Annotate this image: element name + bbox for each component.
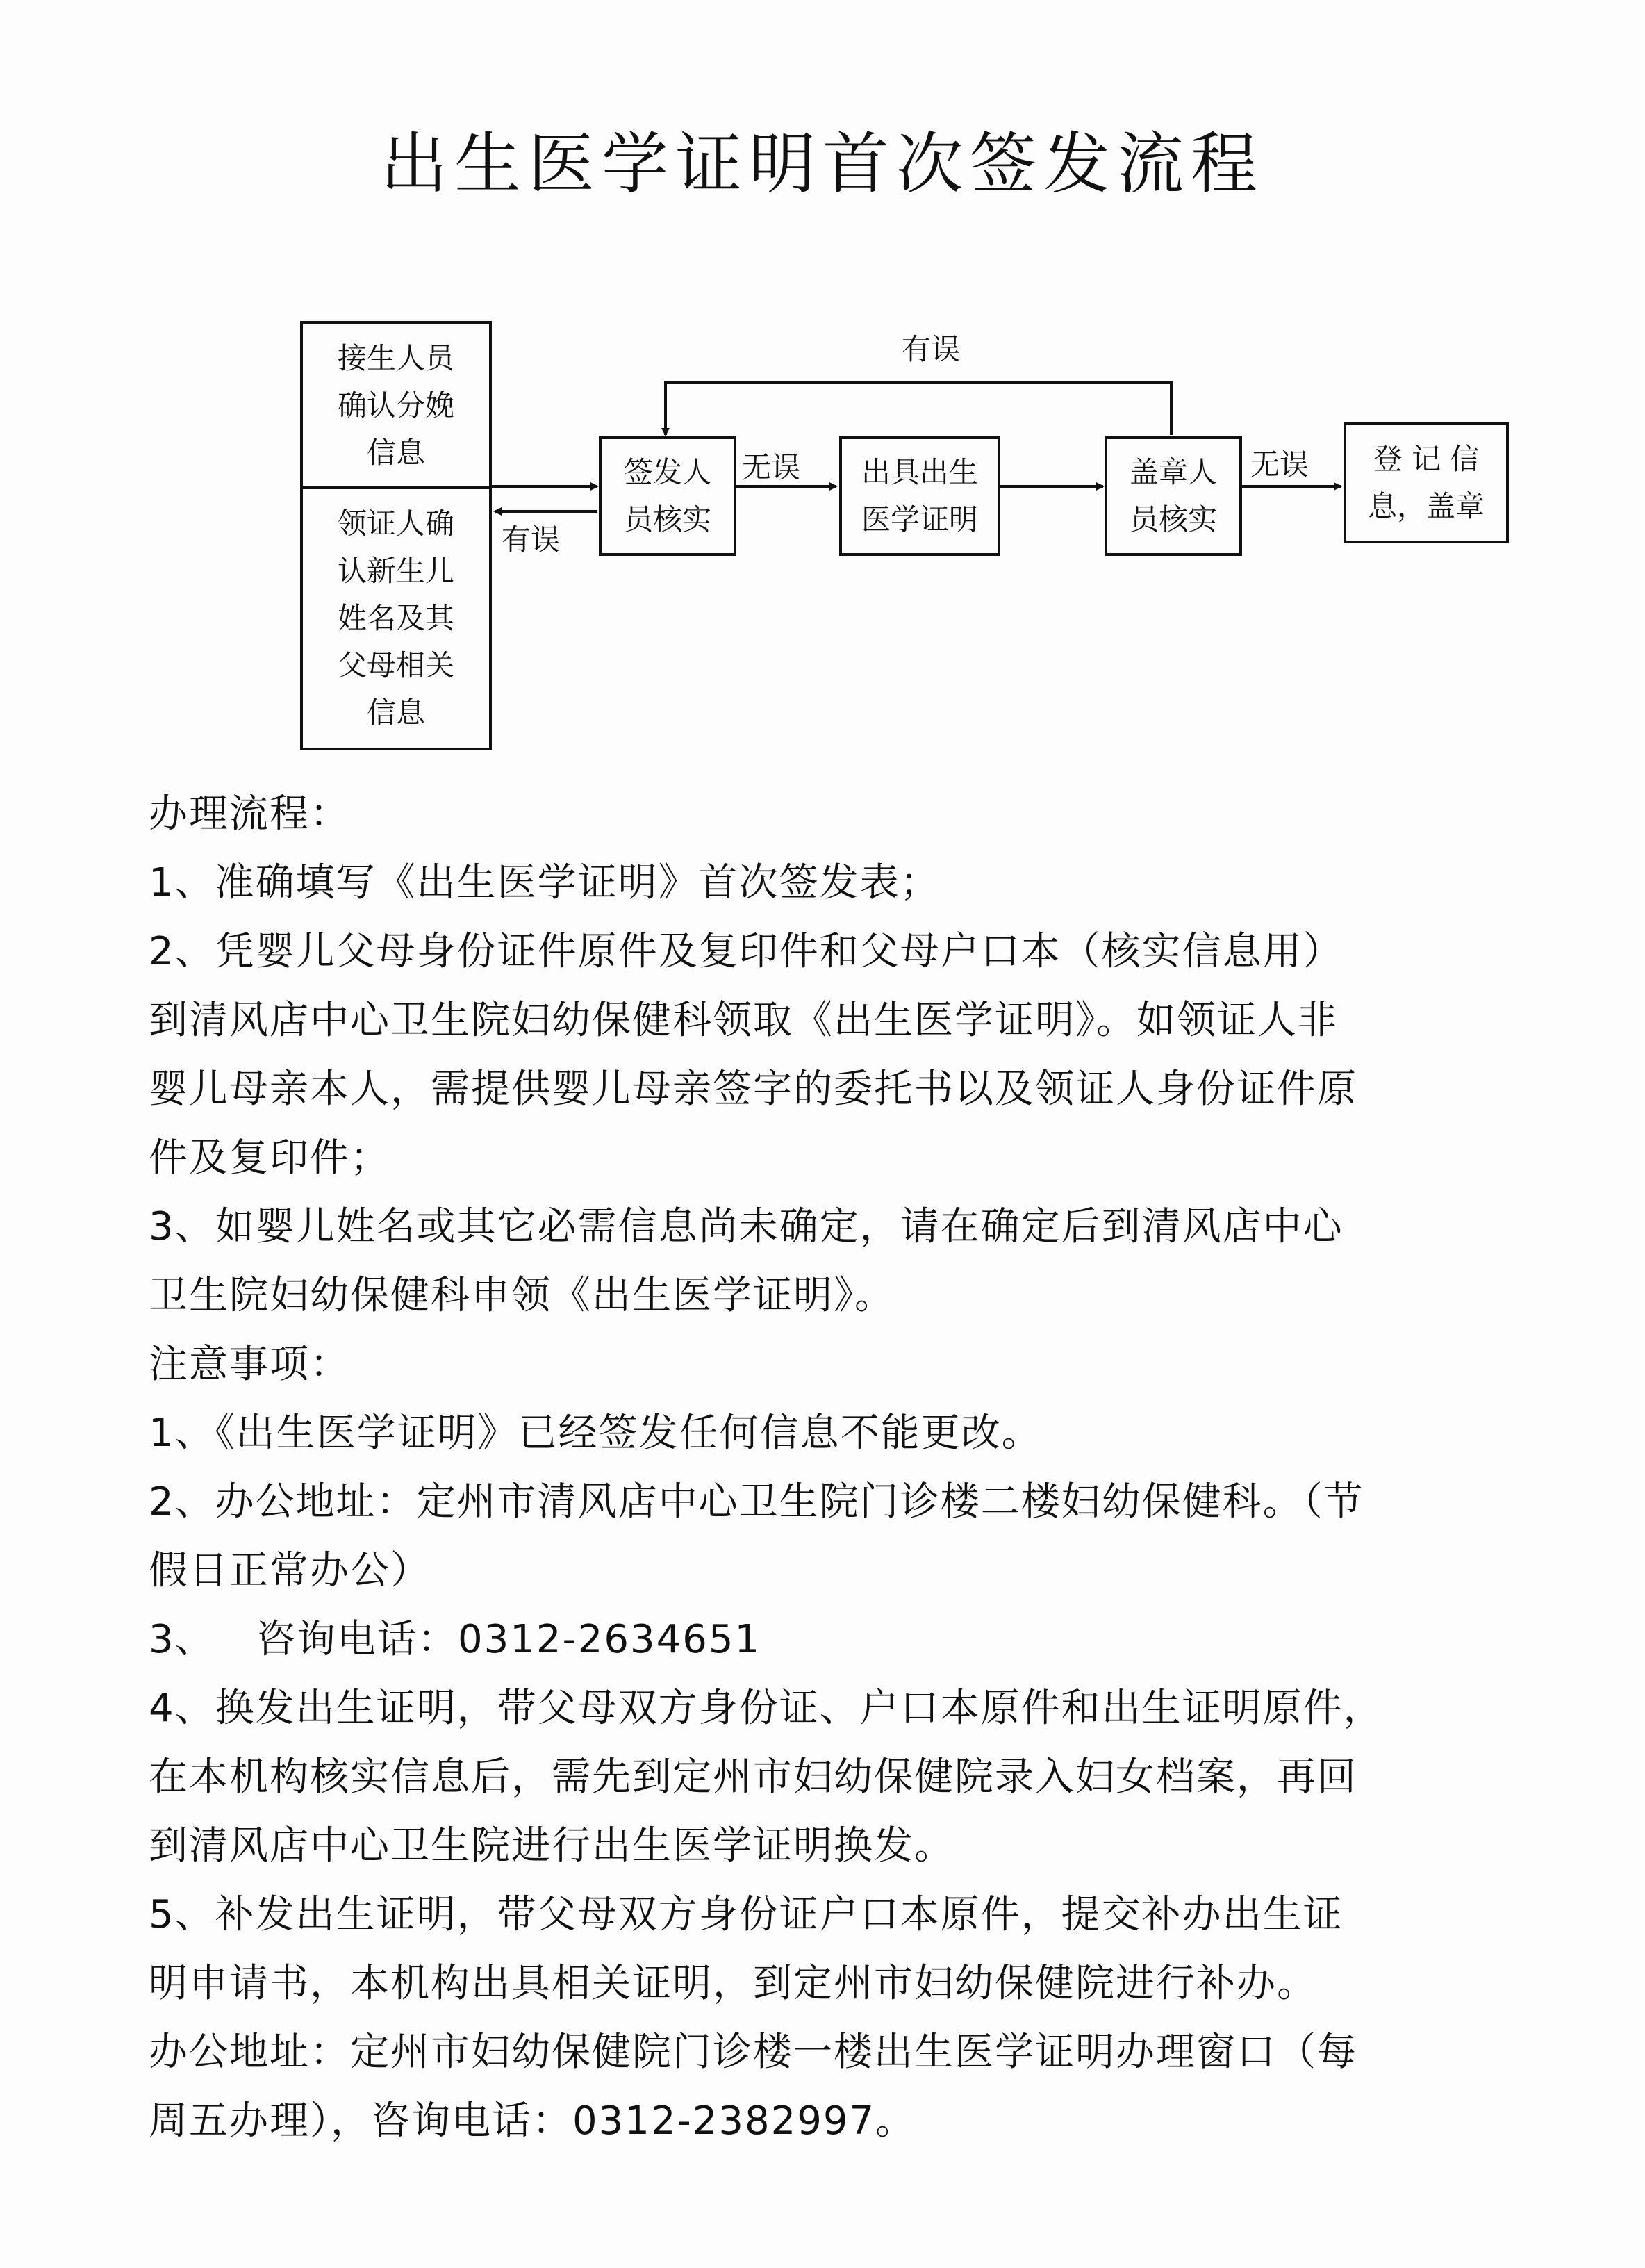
page-title: 出生医学证明首次签发流程 (381, 125, 1264, 203)
text-line: 2、凭婴儿父母身份证件原件及复印件和父母户口本（核实信息用） (149, 929, 1344, 974)
label-ok-issue: 无误 (742, 450, 801, 484)
text-line: 3、 咨询电话：0312-2634651 (149, 1617, 761, 1662)
box-issue-certificate: 出具出生 医学证明 (839, 436, 1000, 556)
box-recipient-confirm: 领证人确 认新生儿 姓名及其 父母相关 信息 (300, 486, 492, 750)
text-line: 5、补发出生证明，带父母双方身份证户口本原件，提交补办出生证 (149, 1892, 1344, 1937)
text-line: 3、如婴儿姓名或其它必需信息尚未确定，请在确定后到清风店中心 (149, 1204, 1344, 1249)
text-line: 婴儿母亲本人，需提供婴儿母亲签字的委托书以及领证人身份证件原 (149, 1067, 1357, 1112)
text-line: 2、办公地址：定州市清风店中心卫生院门诊楼二楼妇幼保健科。（节 (149, 1479, 1364, 1525)
box-delivery-confirm: 接生人员 确认分娩 信息 (300, 321, 492, 488)
label-error-loop: 有误 (902, 332, 961, 366)
procedure-text (149, 780, 1469, 2155)
text-line: 明申请书，本机构出具相关证明，到定州市妇幼保健院进行补办。 (149, 1961, 1317, 2006)
arrow-error-loop (666, 382, 1171, 435)
text-line: 1、《出生医学证明》已经签发任何信息不能更改。 (149, 1411, 1042, 1456)
text-line: 到清风店中心卫生院进行出生医学证明换发。 (149, 1823, 954, 1868)
text-line: 办理流程： (149, 791, 350, 837)
box-stamp-verify: 盖章人 员核实 (1105, 436, 1242, 556)
text-line: 卫生院妇幼保健科申领《出生医学证明》。 (149, 1273, 895, 1318)
text-line: 假日正常办公） (149, 1548, 431, 1593)
text-line: 注意事项： (149, 1342, 350, 1387)
box-issuer-verify: 签发人 员核实 (599, 436, 736, 556)
text-line: 在本机构核实信息后，需先到定州市妇幼保健院录入妇女档案，再回 (149, 1755, 1357, 1800)
text-line: 周五办理），咨询电话：0312-2382997。 (149, 2098, 916, 2144)
text-line: 到清风店中心卫生院妇幼保健科领取《出生医学证明》。如领证人非 (149, 998, 1338, 1043)
label-error-back: 有误 (502, 523, 561, 557)
box-register-stamp: 登 记 信 息，盖章 (1344, 422, 1509, 543)
label-ok-register: 无误 (1250, 447, 1309, 482)
text-line: 件及复印件； (149, 1135, 390, 1181)
text-line: 办公地址：定州市妇幼保健院门诊楼一楼出生医学证明办理窗口（每 (149, 2030, 1357, 2075)
text-line: 1、准确填写《出生医学证明》首次签发表； (149, 860, 941, 905)
text-line: 4、换发出生证明，带父母双方身份证、户口本原件和出生证明原件， (149, 1686, 1384, 1731)
